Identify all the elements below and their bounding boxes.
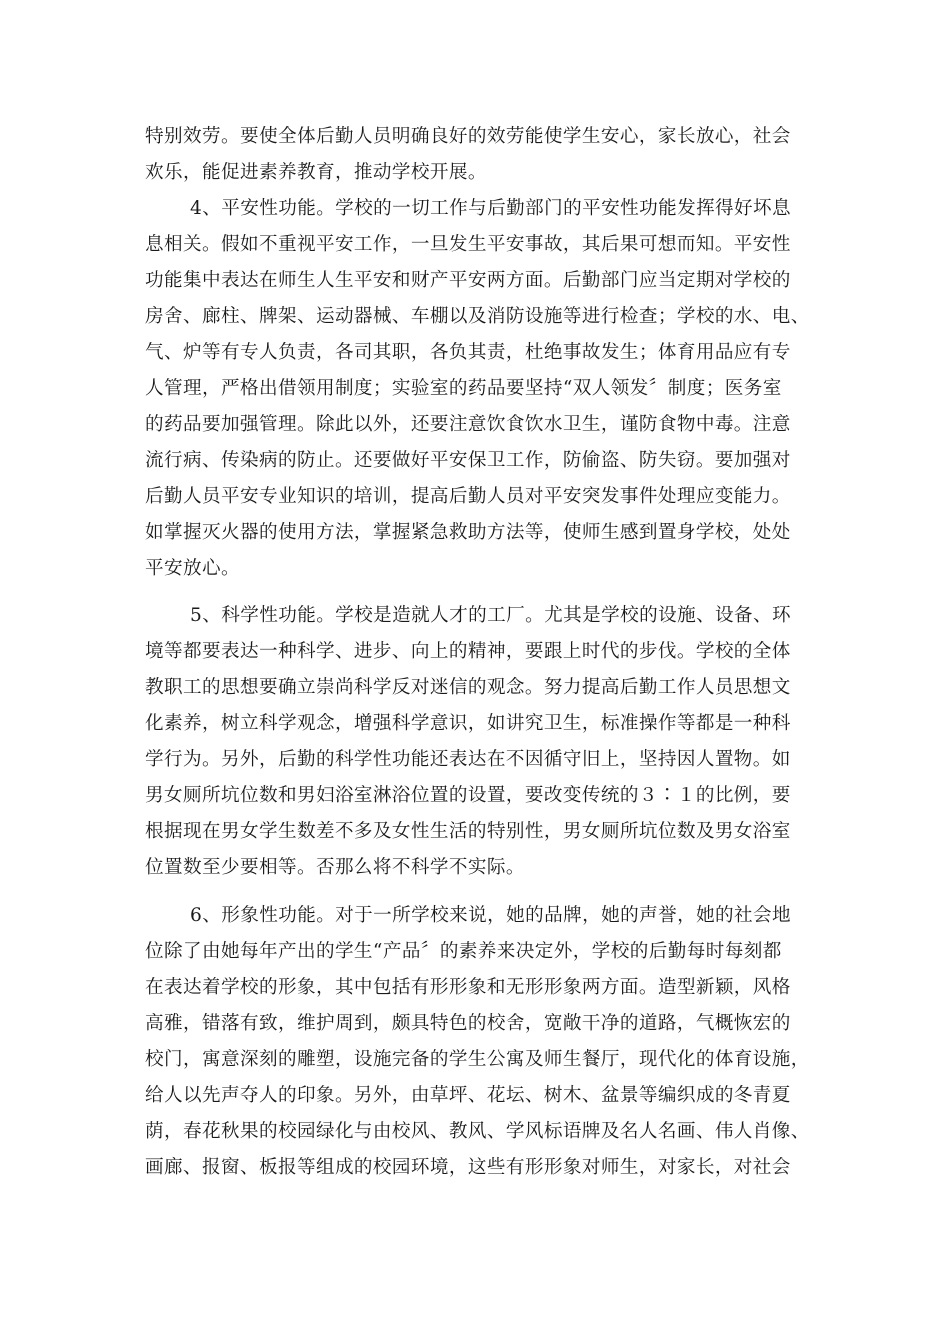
text-line: 息相关。假如不重视平安工作，一旦发生平安事故，其后果可想而知。平安性 <box>145 234 791 255</box>
text-line: 画廊、报窗、板报等组成的校园环境，这些有形形象对师生，对家长，对社会 <box>145 1157 791 1178</box>
text-line: 位置数至少要相等。否那么将不科学不实际。 <box>145 857 525 878</box>
paragraph-heading-line: 4、平安性功能。学校的一切工作与后勤部门的平安性功能发挥得好坏息 <box>190 198 792 219</box>
text-line: 人管理，严格出借领用制度；实验室的药品要坚持“双人领发〞制度；医务室 <box>145 378 782 399</box>
text-line: 根据现在男女学生数差不多及女性生活的特别性，男女厕所坑位数及男女浴室 <box>145 821 791 842</box>
text-line: 荫，春花秋果的校园绿化与由校风、教风、学风标语牌及名人名画、伟人肖像、 <box>145 1121 810 1142</box>
text-line: 如掌握灭火器的使用方法，掌握紧急救助方法等，使师生感到置身学校，处处 <box>145 522 791 543</box>
text-line: 房舍、廊柱、牌架、运动器械、车棚以及消防设施等进行检查；学校的水、电、 <box>145 306 810 327</box>
text-line: 男女厕所坑位数和男妇浴室淋浴位置的设置，要改变传统的３∶１的比例，要 <box>145 785 791 806</box>
text-line: 境等都要表达一种科学、进步、向上的精神，要跟上时代的步伐。学校的全体 <box>145 641 791 662</box>
text-line: 教职工的思想要确立崇尚科学反对迷信的观念。努力提高后勤工作人员思想文 <box>145 677 791 698</box>
text-line: 功能集中表达在师生人生平安和财产平安两方面。后勤部门应当定期对学校的 <box>145 270 791 291</box>
text-line: 高雅，错落有致，维护周到，颇具特色的校舍，宽敞干净的道路，气概恢宏的 <box>145 1013 791 1034</box>
text-line: 给人以先声夺人的印象。另外，由草坪、花坛、树木、盆景等编织成的冬青夏 <box>145 1085 791 1106</box>
text-line: 学行为。另外，后勤的科学性功能还表达在不因循守旧上，坚持因人置物。如 <box>145 749 791 770</box>
text-line: 气、炉等有专人负责，各司其职，各负其责，杜绝事故发生；体育用品应有专 <box>145 342 791 363</box>
paragraph-heading-line: 5、科学性功能。学校是造就人才的工厂。尤其是学校的设施、设备、环 <box>190 605 792 626</box>
text-line: 后勤人员平安专业知识的培训，提高后勤人员对平安突发事件处理应变能力。 <box>145 486 791 507</box>
text-line: 位除了由她每年产出的学生“产品〞的素养来决定外，学校的后勤每时每刻都 <box>145 941 782 962</box>
text-line: 流行病、传染病的防止。还要做好平安保卫工作，防偷盗、防失窃。要加强对 <box>145 450 791 471</box>
text-line: 化素养，树立科学观念，增强科学意识，如讲究卫生，标准操作等都是一种科 <box>145 713 791 734</box>
text-line: 的药品要加强管理。除此以外，还要注意饮食饮水卫生，谨防食物中毒。注意 <box>145 414 791 435</box>
text-line: 在表达着学校的形象，其中包括有形形象和无形形象两方面。造型新颖，风格 <box>145 977 791 998</box>
text-line: 平安放心。 <box>145 558 240 579</box>
text-line: 特别效劳。要使全体后勤人员明确良好的效劳能使学生安心，家长放心，社会 <box>145 126 791 147</box>
text-line: 欢乐，能促进素养教育，推动学校开展。 <box>145 162 487 183</box>
paragraph-heading-line: 6、形象性功能。对于一所学校来说，她的品牌，她的声誉，她的社会地 <box>190 905 792 926</box>
text-line: 校门，寓意深刻的雕塑，设施完备的学生公寓及师生餐厅，现代化的体育设施， <box>145 1049 810 1070</box>
